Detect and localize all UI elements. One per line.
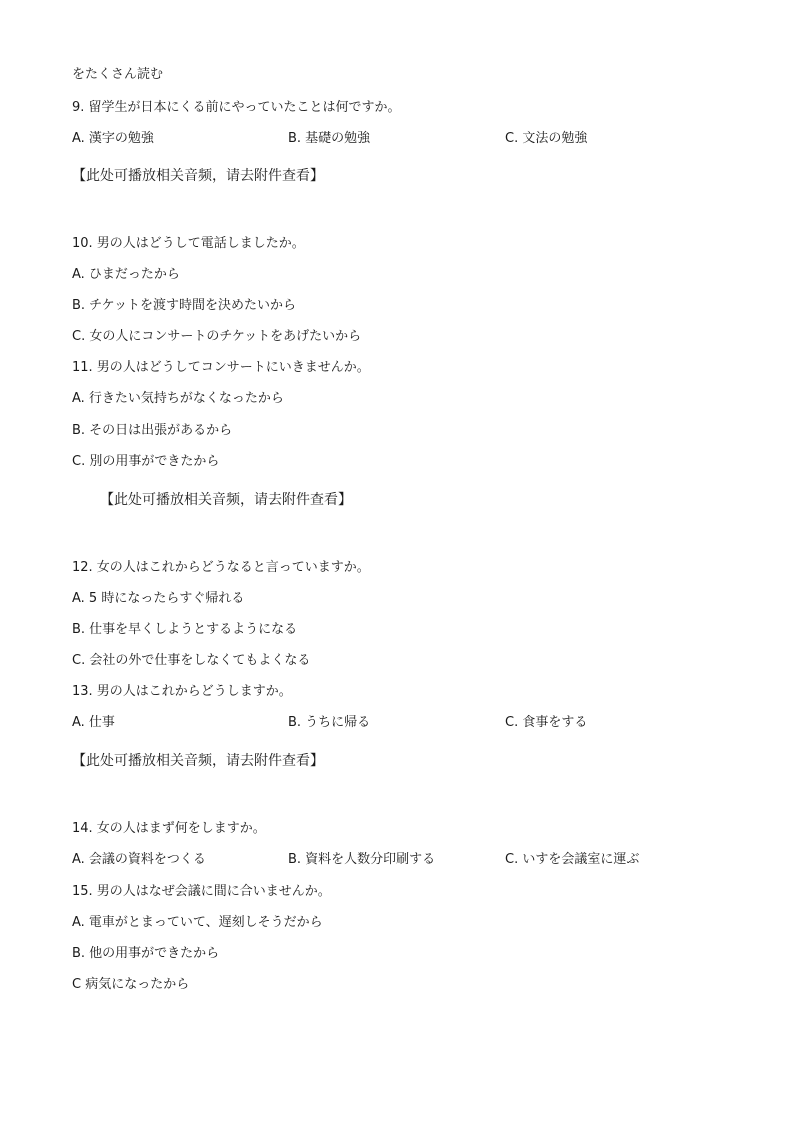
question-13: 13. 男の人はこれからどうしますか。 bbox=[72, 684, 292, 699]
q14-option-a: A. 会議の資料をつくる bbox=[72, 852, 206, 867]
q15-option-c: C 病気になったから bbox=[72, 977, 190, 992]
q10-option-a: A. ひまだったから bbox=[72, 267, 180, 282]
question-15: 15. 男の人はなぜ会議に間に合いませんか。 bbox=[72, 884, 331, 899]
q12-option-a: A. 5 時になったらすぐ帰れる bbox=[72, 591, 245, 606]
question-11: 11. 男の人はどうしてコンサートにいきませんか。 bbox=[72, 360, 370, 375]
question-9: 9. 留学生が日本にくる前にやっていたことは何ですか。 bbox=[72, 100, 401, 115]
question-10: 10. 男の人はどうして電話しましたか。 bbox=[72, 236, 305, 251]
q13-option-c: C. 食事をする bbox=[505, 715, 588, 730]
q13-option-b: B. うちに帰る bbox=[288, 715, 371, 730]
audio-note-3: 【此处可播放相关音频，请去附件查看】 bbox=[72, 753, 324, 769]
audio-note-2: 【此处可播放相关音频，请去附件查看】 bbox=[100, 492, 352, 508]
q9-option-a: A. 漢字の勉強 bbox=[72, 131, 154, 146]
q9-option-c: C. 文法の勉強 bbox=[505, 131, 588, 146]
q11-option-c: C. 別の用事ができたから bbox=[72, 454, 220, 469]
q14-option-b: B. 資料を人数分印刷する bbox=[288, 852, 436, 867]
q15-option-b: B. 他の用事ができたから bbox=[72, 946, 220, 961]
audio-note-1: 【此处可播放相关音频，请去附件查看】 bbox=[72, 168, 324, 184]
q11-option-b: B. その日は出張があるから bbox=[72, 423, 233, 438]
q12-option-c: C. 会社の外で仕事をしなくてもよくなる bbox=[72, 653, 311, 668]
q15-option-a: A. 電車がとまっていて、遅刻しそうだから bbox=[72, 915, 323, 930]
q10-option-c: C. 女の人にコンサートのチケットをあげたいから bbox=[72, 329, 362, 344]
q12-option-b: B. 仕事を早くしようとするようになる bbox=[72, 622, 298, 637]
continuation-line: をたくさん読む bbox=[72, 67, 164, 82]
q14-option-c: C. いすを会議室に運ぶ bbox=[505, 852, 640, 867]
q13-option-a: A. 仕事 bbox=[72, 715, 115, 730]
q10-option-b: B. チケットを渡す時間を決めたいから bbox=[72, 298, 297, 313]
question-12: 12. 女の人はこれからどうなると言っていますか。 bbox=[72, 560, 370, 575]
question-14: 14. 女の人はまず何をしますか。 bbox=[72, 821, 266, 836]
q9-option-b: B. 基礎の勉強 bbox=[288, 131, 371, 146]
q11-option-a: A. 行きたい気持ちがなくなったから bbox=[72, 391, 284, 406]
